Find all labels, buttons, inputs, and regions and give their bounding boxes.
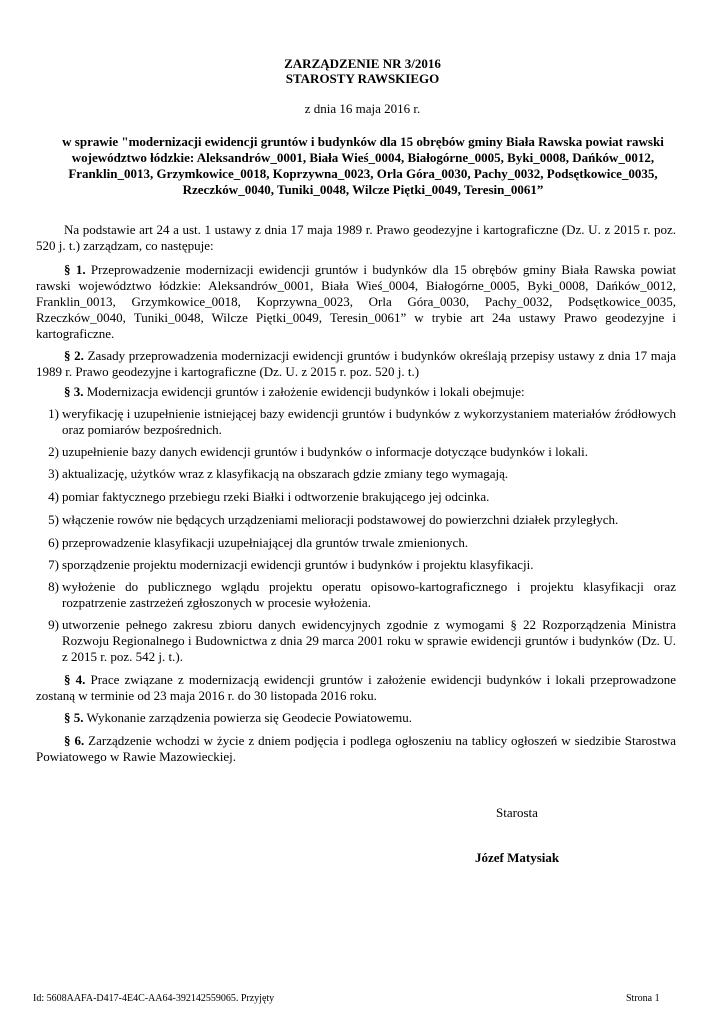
section-6-label: § 6. — [64, 733, 85, 748]
list-item-number: 3) — [48, 466, 59, 481]
section-4-text: Prace związane z modernizacją ewidencji gruntów i założenie ewidencji budynków i lokali przeprowadzone zostaną w terminie od 23 maja 2016 r. do 30 listopada 2016 roku. — [36, 672, 677, 703]
document-title — [0, 56, 725, 86]
section-5-label: § 5. — [64, 710, 84, 725]
section-2-label: § 2. — [64, 348, 84, 363]
page-number: Strona 1 — [626, 993, 660, 1004]
list-item-text: wyłożenie do publicznego wglądu projektu operatu opisowo-kartograficznego i projektu klasyfikacji oraz rozpatrzenie zastrzeżeń zgłoszonych w procesie wyłożenia. — [62, 579, 676, 610]
section-5 — [36, 710, 676, 726]
list-item-text: włączenie rowów nie będących urządzeniami melioracji podstawowej do powierzchni działek przyległych. — [62, 512, 619, 527]
section-3-label: § 3. — [64, 384, 84, 399]
list-item-number: 2) — [48, 444, 59, 459]
section-6 — [36, 733, 676, 765]
list-item-text: przeprowadzenie klasyfikacji uzupełniającej dla gruntów trwale zmienionych. — [62, 535, 469, 550]
section-2 — [36, 348, 676, 380]
title-line-2: STAROSTY RAWSKIEGO — [285, 71, 440, 86]
list-item-number: 4) — [48, 489, 59, 504]
title-line-1: ZARZĄDZENIE NR 3/2016 — [284, 56, 441, 71]
list-item-number: 5) — [48, 512, 59, 527]
section-4-label: § 4. — [64, 672, 86, 687]
list-item-number: 8) — [48, 579, 59, 594]
section-5-text: Wykonanie zarządzenia powierza się Geodecie Powiatowemu. — [83, 710, 413, 725]
document-date: z dnia 16 maja 2016 r. — [304, 101, 421, 116]
document-subject: w sprawie "modernizacji ewidencji gruntów i budynków dla 15 obrębów gminy Biała Rawska powiat rawski województwo łódzkie: Aleksandrów_0001, Biała Wieś_0004, Białogórne_0005, Byki_0008, Dańków_0012, Franklin_0013, Grzymkowice_0018, Koprzywna_0023, Orla Góra_0030, Pachy_0032, Podsętkowice_0035, Rzeczków_0040, Tuniki_0048, Wilcze Piętki_0049, Teresin_0061” — [62, 134, 664, 197]
list-item-text: aktualizację, użytków wraz z klasyfikacją na obszarach gdzie zmiany tego wymagają. — [62, 466, 509, 481]
list-item-text: pomiar faktycznego przebiegu rzeki Białki i odtworzenie brakującego jej odcinka. — [62, 489, 490, 504]
section-3 — [36, 384, 676, 400]
section-1 — [36, 262, 676, 342]
signature-role: Starosta — [496, 805, 538, 820]
preamble: Na podstawie art 24 a ust. 1 ustawy z dnia 17 maja 1989 r. Prawo geodezyjne i kartograficzne (Dz. U. z 2015 r. poz. 520 j. t.) zarządzam, co następuje: — [36, 222, 676, 253]
list-item-text: uzupełnienie bazy danych ewidencji gruntów i budynków o informacje dotyczące budynków i lokali. — [62, 444, 588, 459]
list-item-number: 6) — [48, 535, 59, 550]
list-item-number: 7) — [48, 557, 59, 572]
list-item-number: 1) — [48, 406, 59, 421]
list-item-text: weryfikację i uzupełnienie istniejącej bazy ewidencji gruntów i budynków z wykorzystaniem materiałów źródłowych oraz pomiarów bezpośrednich. — [62, 406, 676, 437]
section-1-label: § 1. — [64, 262, 86, 277]
section-3-text: Modernizacja ewidencji gruntów i założenie ewidencji budynków i lokali obejmuje: — [83, 384, 525, 399]
section-4 — [36, 672, 676, 704]
document-id: Id: 5608AAFA-D417-4E4C-AA64-392142559065. Przyjęty — [33, 993, 275, 1004]
signature-name: Józef Matysiak — [475, 850, 560, 865]
section-6-text: Zarządzenie wchodzi w życie z dniem podjęcia i podlega ogłoszeniu na tablicy ogłoszeń w siedzibie Starostwa Powiatowego w Rawie Mazowieckiej. — [36, 733, 676, 764]
section-1-text: Przeprowadzenie modernizacji ewidencji gruntów i budynków dla 15 obrębów gminy Biała Rawska powiat rawski województwo łódzkie: Aleksandrów_0001, Biała Wieś_0004, Białogórne_0005, Byki_0008, Dańków_0012, Franklin_0013, Grzymkowice_0018, Koprzywna_0023, Orla Góra_0030, Pachy_0032, Podsętkowice_0035, Rzeczków_0040, Tuniki_0048, Wilcze Piętki_0049, Teresin_0061” w trybie art 24a ustawy Prawo geodezyjne i kartograficzne. — [36, 262, 677, 341]
section-2-text: Zasady przeprowadzenia modernizacji ewidencji gruntów i budynków określają przepisy ustawy z dnia 17 maja 1989 r. Prawo geodezyjne i kartograficzne (Dz. U. z 2015 r. poz. 520 j. t.) — [36, 348, 676, 379]
list-item-number: 9) — [48, 617, 59, 632]
list-item-text: utworzenie pełnego zakresu zbioru danych ewidencyjnych zgodnie z wymogami § 22 Rozporządzenia Ministra Rozwoju Regionalnego i Budownictwa z dnia 29 marca 2001 roku w sprawie ewidencji gruntów i budynków (Dz. U. z 2015 r. poz. 542 j. t.). — [62, 617, 676, 664]
list-item-text: sporządzenie projektu modernizacji ewidencji gruntów i budynków i projektu klasyfikacji. — [62, 557, 534, 572]
